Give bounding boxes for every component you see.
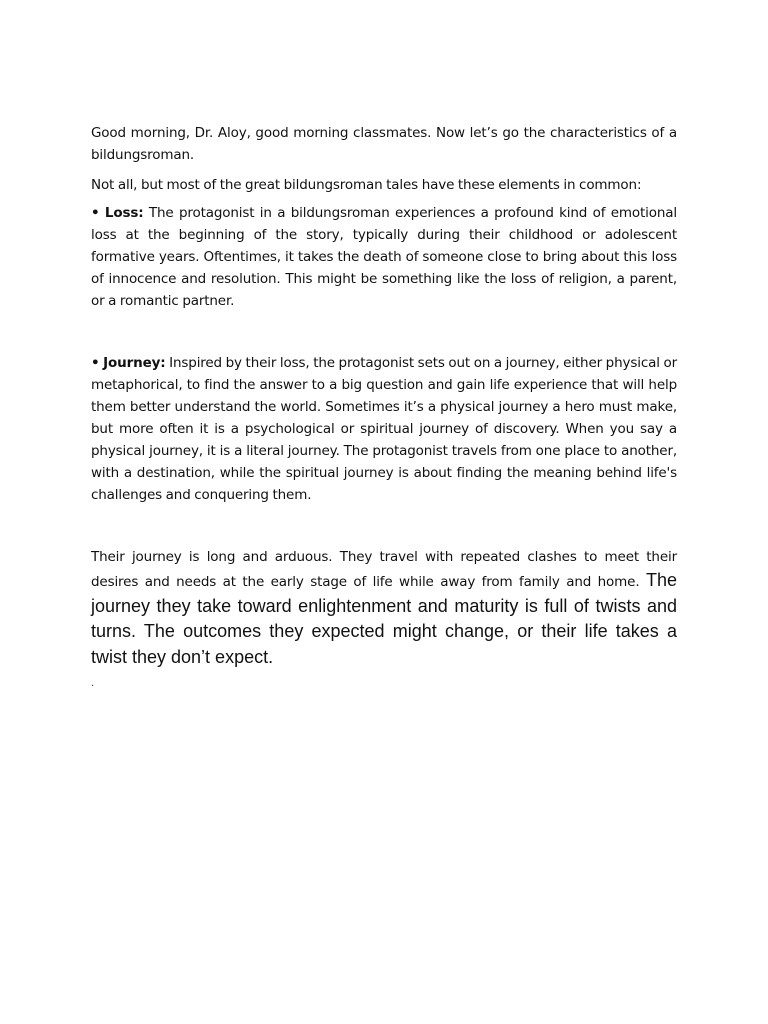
journey-detail-small-text: Their journey is long and arduous. They travel with repeated clashes to meet their desires and needs at the early stage of life while away from family and home. (91, 549, 677, 590)
journey-label: Journey: (103, 355, 166, 371)
intro-paragraph: Not all, but most of the great bildungsroman tales have these elements in common: (91, 177, 642, 193)
bullet-icon: • (91, 205, 100, 221)
loss-paragraph (91, 202, 677, 312)
journey-paragraph (91, 352, 677, 506)
journey-detail-large-text: The journey they take toward enlightenment and maturity is full of twists and turns. The outcomes they expected might change, or their life takes a twist they don’t expect. (91, 570, 677, 667)
loss-text: The protagonist in a bildungsroman experiences a profound kind of emotional loss at the beginning of the story, typically during their childhood or adolescent formative years. Oftentimes, it takes the death of someone close to bring about this loss of innocence and resolution. This might be something like the loss of religion, a parent, or a romantic partner. (91, 205, 677, 309)
greeting-paragraph: Good morning, Dr. Aloy, good morning classmates. Now let’s go the characteristics of a bildungsroman. (91, 125, 677, 163)
journey-text: Inspired by their loss, the protagonist sets out on a journey, either physical or metaphorical, to find the answer to a big question and gain life experience that will help them better understand the world. Sometimes it’s a physical journey a hero must make, but more often it is a psychological or spiritual journey of discovery. When you say a physical journey, it is a literal journey. The protagonist travels from one place to another, with a destination, while the spiritual journey is about finding the meaning behind life's challenges and conquering them. (91, 355, 677, 503)
bullet-icon: • (91, 355, 100, 371)
trailing-mark: . (91, 678, 95, 689)
loss-label: Loss: (104, 205, 144, 221)
document-page (91, 122, 677, 670)
journey-detail-paragraph (91, 546, 677, 670)
